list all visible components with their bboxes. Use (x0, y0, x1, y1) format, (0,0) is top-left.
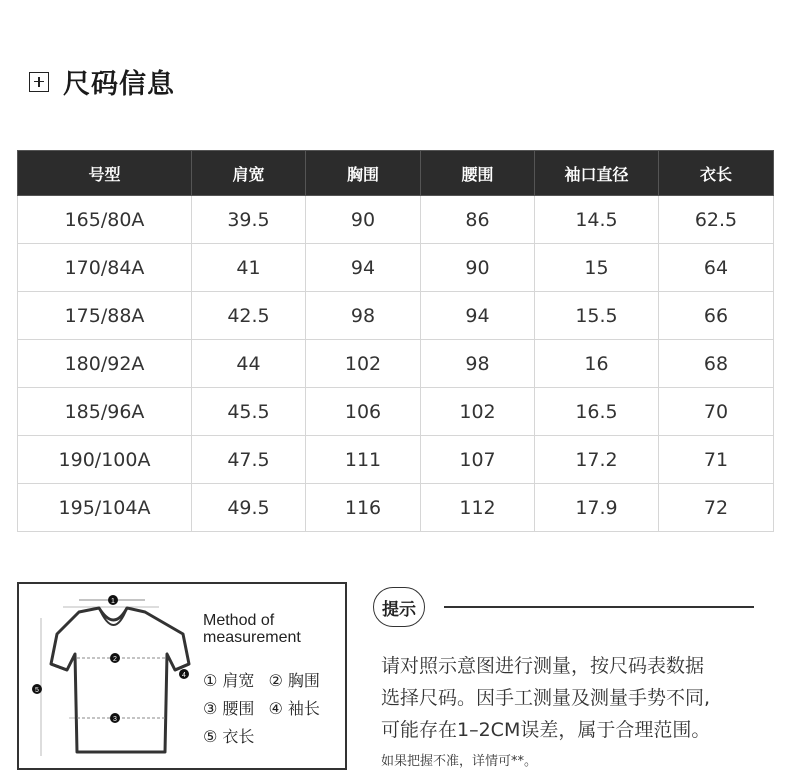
marker-label: 1 (111, 598, 115, 605)
table-cell: 102 (306, 340, 421, 388)
table-cell: 45.5 (192, 388, 306, 436)
measurement-title-line2: measurement (203, 629, 301, 646)
table-cell: 112 (421, 484, 535, 532)
legend-item: ① 肩宽 (203, 671, 255, 690)
table-cell: 116 (306, 484, 421, 532)
measurement-title (203, 612, 301, 646)
table-cell: 165/80A (18, 196, 192, 244)
size-table (17, 150, 774, 532)
table-cell: 44 (192, 340, 306, 388)
table-cell: 16 (535, 340, 659, 388)
table-cell: 90 (421, 244, 535, 292)
table-cell: 42.5 (192, 292, 306, 340)
marker-label: 5 (35, 687, 39, 694)
table-cell: 70 (659, 388, 774, 436)
tip-text-line: 选择尺码。因手工测量及测量手势不同, (381, 687, 711, 709)
tip-badge: 提示 (373, 587, 425, 627)
measurement-title-line1: Method of (203, 612, 275, 629)
header-size: 号型 (18, 151, 192, 196)
table-cell: 86 (421, 196, 535, 244)
table-cell: 170/84A (18, 244, 192, 292)
table-cell: 180/92A (18, 340, 192, 388)
table-cell: 72 (659, 484, 774, 532)
plus-square-icon[interactable] (29, 72, 49, 92)
table-cell: 111 (306, 436, 421, 484)
table-cell: 15.5 (535, 292, 659, 340)
table-cell: 41 (192, 244, 306, 292)
header-chest: 胸围 (306, 151, 421, 196)
section-title: 尺码信息 (63, 69, 175, 100)
table-cell: 64 (659, 244, 774, 292)
table-cell: 71 (659, 436, 774, 484)
marker-label: 3 (113, 716, 117, 723)
table-cell: 90 (306, 196, 421, 244)
legend-item: ④ 袖长 (268, 699, 320, 718)
measurement-diagram (17, 582, 347, 770)
header-waist: 腰围 (421, 151, 535, 196)
table-cell: 195/104A (18, 484, 192, 532)
table-cell: 66 (659, 292, 774, 340)
table-row (18, 388, 774, 436)
table-cell: 47.5 (192, 436, 306, 484)
legend-item: ③ 腰围 (203, 699, 255, 718)
header-cuff: 袖口直径 (535, 151, 659, 196)
tip-note: 如果把握不准，详情可**。 (381, 754, 538, 769)
tip-text-line: 可能存在1–2CM误差，属于合理范围。 (381, 719, 711, 741)
table-cell: 98 (306, 292, 421, 340)
table-cell: 49.5 (192, 484, 306, 532)
table-cell: 94 (421, 292, 535, 340)
table-row (18, 244, 774, 292)
table-cell: 17.2 (535, 436, 659, 484)
table-row (18, 196, 774, 244)
table-row (18, 436, 774, 484)
divider (444, 606, 754, 608)
table-cell: 15 (535, 244, 659, 292)
header-length: 衣长 (659, 151, 774, 196)
table-cell: 17.9 (535, 484, 659, 532)
table-cell: 62.5 (659, 196, 774, 244)
tip-text-line: 请对照示意图进行测量，按尺码表数据 (381, 655, 705, 677)
legend-row (203, 724, 268, 747)
table-cell: 39.5 (192, 196, 306, 244)
table-header-row (18, 151, 774, 196)
table-cell: 16.5 (535, 388, 659, 436)
legend-item: ⑤ 衣长 (203, 727, 255, 746)
legend-row (203, 668, 334, 691)
marker-label: 2 (113, 656, 117, 663)
table-cell: 68 (659, 340, 774, 388)
table-cell: 107 (421, 436, 535, 484)
table-cell: 106 (306, 388, 421, 436)
legend-row (203, 696, 334, 719)
table-cell: 175/88A (18, 292, 192, 340)
table-row (18, 484, 774, 532)
table-cell: 102 (421, 388, 535, 436)
table-cell: 190/100A (18, 436, 192, 484)
marker-label: 4 (182, 672, 186, 679)
table-cell: 185/96A (18, 388, 192, 436)
table-row (18, 340, 774, 388)
header-shoulder: 肩宽 (192, 151, 306, 196)
legend-item: ② 胸围 (268, 671, 320, 690)
table-cell: 14.5 (535, 196, 659, 244)
table-row (18, 292, 774, 340)
table-cell: 98 (421, 340, 535, 388)
section-header (29, 62, 175, 101)
table-cell: 94 (306, 244, 421, 292)
